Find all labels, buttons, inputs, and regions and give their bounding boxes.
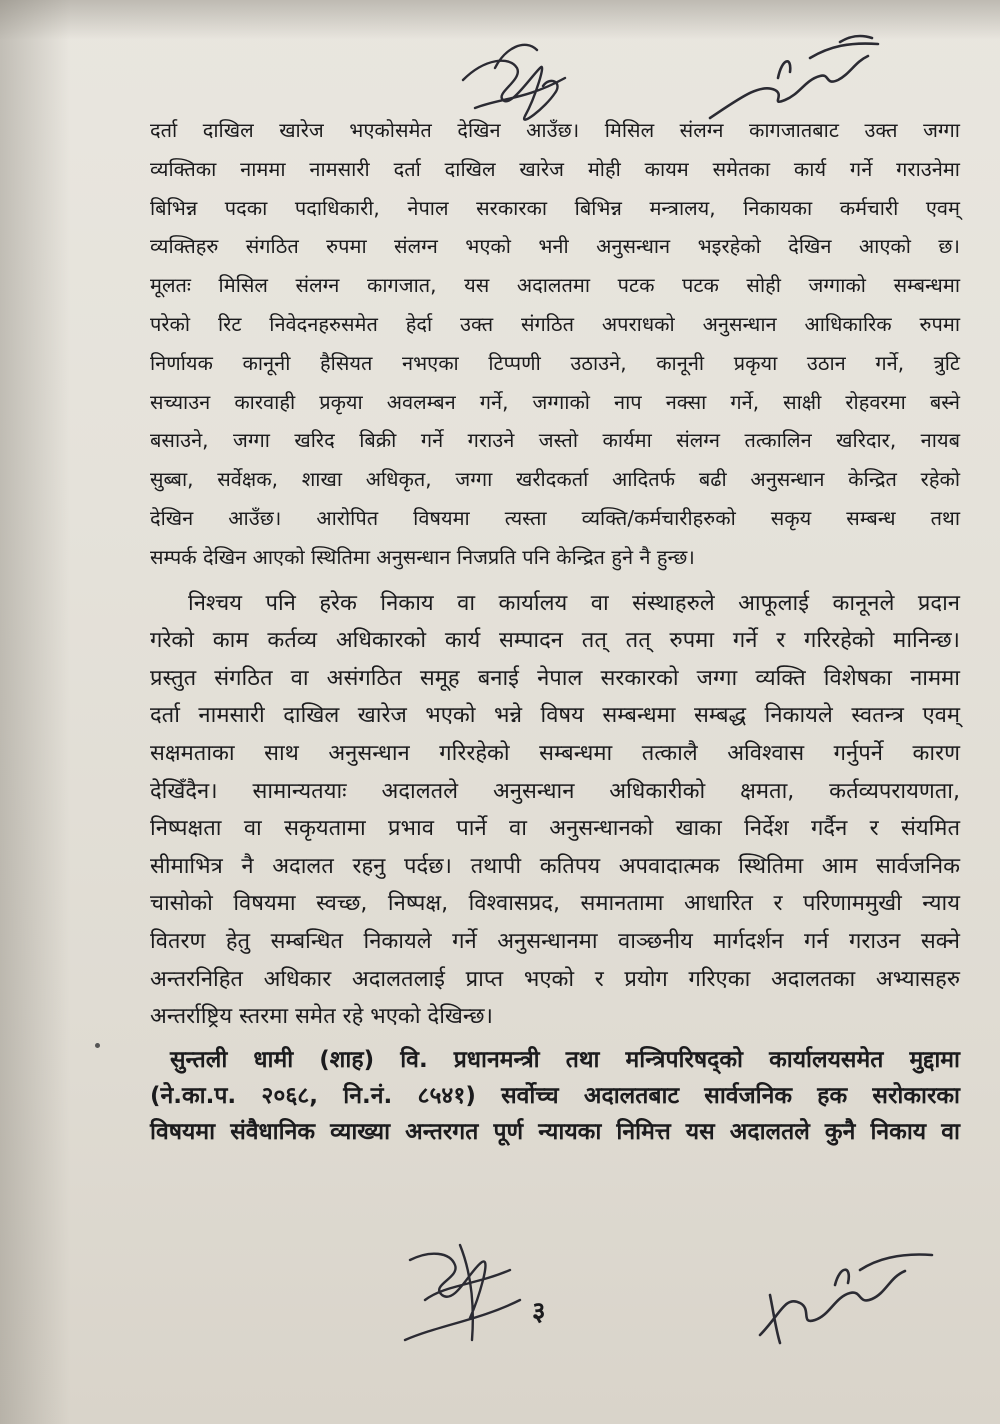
text-line: सच्याउन कारवाही प्रकृया अवलम्बन गर्ने, जग्गाको नाप नक्सा गर्ने, साक्षी रोहवरमा बस्ने: [150, 389, 960, 414]
signature-bottom-center: [400, 1240, 530, 1350]
text-line: सम्पर्क देखिन आएको स्थितिमा अनुसन्धान निजप्रति पनि केन्द्रित हुने नै हुन्छ।: [150, 544, 695, 569]
text-line: निश्चय पनि हरेक निकाय वा कार्यालय वा संस्थाहरुले आफूलाई कानूनले प्रदान: [188, 590, 960, 616]
text-line: दर्ता दाखिल खारेज भएकोसमेत देखिन आउँछ। मिसिल संलग्न कागजातबाट उक्त जग्गा: [150, 118, 960, 142]
text-line: सुन्तली धामी (शाह) वि. प्रधानमन्त्री तथा मन्त्रिपरिषद्को कार्यालयसमेत मुद्दामा: [170, 1046, 960, 1073]
text-line: अन्तरनिहित अधिकार अदालतलाई प्राप्त भएको र प्रयोग गरिएका अदालतका अभ्यासहरु: [150, 966, 960, 992]
text-line: देखिन आउँछ। आरोपित विषयमा त्यस्ता व्यक्ति/कर्मचारीहरुको सकृय सम्बन्ध तथा: [150, 505, 960, 530]
text-line: निष्पक्षता वा सकृयतामा प्रभाव पार्ने वा अनुसन्धानको खाका निर्देश गर्दैन र संयमित: [150, 816, 960, 842]
paragraph-1: [150, 111, 960, 577]
text-line: बिभिन्न पदका पदाधिकारी, नेपाल सरकारका बिभिन्न मन्त्रालय, निकायका कर्मचारी एवम्: [150, 195, 960, 220]
text-line: विषयमा संवैधानिक व्याख्या अन्तरगत पूर्ण न्यायका निमित्त यस अदालतले कुनै निकाय वा: [150, 1118, 960, 1145]
page-number: ३: [532, 1297, 546, 1327]
text-line: परेको रिट निवेदनहरुसमेत हेर्दा उक्त संगठित अपराधको अनुसन्धान आधिकारिक रुपमा: [150, 311, 960, 336]
paragraph-2: [150, 585, 960, 1036]
text-line: सुब्बा, सर्वेक्षक, शाखा अधिकृत, जग्गा खरीदकर्ता आदितर्फ बढी अनुसन्धान केन्द्रित रहेको: [150, 467, 960, 492]
text-line: मूलतः मिसिल संलग्न कागजात, यस अदालतमा पटक पटक सोही जग्गाको सम्बन्धमा: [150, 273, 960, 298]
text-line: (ने.का.प. २०६८, नि.नं. ८५४१) सर्वोच्च अदालतबाट सार्वजनिक हक सरोकारका: [150, 1082, 960, 1109]
text-line: सीमाभित्र नै अदालत रहनु पर्दछ। तथापी कतिपय अपवादात्मक स्थितिमा आम सार्वजनिक: [150, 853, 960, 879]
text-line: गरेको काम कर्तव्य अधिकारको कार्य सम्पादन तत् तत् रुपमा गर्ने र गरिरहेको मानिन्छ।: [150, 628, 960, 654]
paragraph-3: [150, 1042, 960, 1150]
document-body: [150, 111, 960, 1150]
text-line: दर्ता नामसारी दाखिल खारेज भएको भन्ने विषय सम्बन्धमा सम्बद्ध निकायले स्वतन्त्र एवम्: [150, 703, 960, 729]
text-line: व्यक्तिका नाममा नामसारी दर्ता दाखिल खारेज मोही कायम समेतका कार्य गर्ने गराउनेमा: [150, 156, 960, 181]
text-line: अन्तर्राष्ट्रिय स्तरमा समेत रहे भएको देखिन्छ।: [150, 1004, 493, 1030]
text-line: वितरण हेतु सम्बन्धित निकायले गर्ने अनुसन्धानमा वाञ्छनीय मार्गदर्शन गर्न गराउन सक्ने: [150, 928, 960, 954]
text-line: चासोको विषयमा स्वच्छ, निष्पक्ष, विश्वासप्रद, समानतामा आधारित र परिणाममुखी न्याय: [150, 891, 960, 917]
text-line: सक्षमताका साथ अनुसन्धान गरिरहेको सम्बन्धमा तत्कालै अविश्वास गर्नुपर्ने कारण: [150, 740, 960, 766]
text-line: बसाउने, जग्गा खरिद बिक्री गर्ने गराउने जस्तो कार्यमा संलग्न तत्कालिन खरिदार, नायब: [150, 428, 960, 453]
ink-dot: [95, 1043, 100, 1048]
text-line: देखिँदैन। सामान्यतयाः अदालतले अनुसन्धान अधिकारीको क्षमता, कर्तव्यपरायणता,: [150, 778, 960, 804]
page-shadow-left: [0, 0, 70, 1424]
text-line: व्यक्तिहरु संगठित रुपमा संलग्न भएको भनी अनुसन्धान भइरहेको देखिन आएको छ।: [150, 234, 960, 259]
text-line: निर्णायक कानूनी हैसियत नभएका टिप्पणी उठाउने, कानूनी प्रकृया उठान गर्ने, त्रुटि: [150, 350, 960, 375]
signature-bottom-right: [740, 1225, 940, 1345]
text-line: प्रस्तुत संगठित वा असंगठित समूह बनाई नेपाल सरकारको जग्गा व्यक्ति विशेषका नाममा: [150, 665, 960, 691]
